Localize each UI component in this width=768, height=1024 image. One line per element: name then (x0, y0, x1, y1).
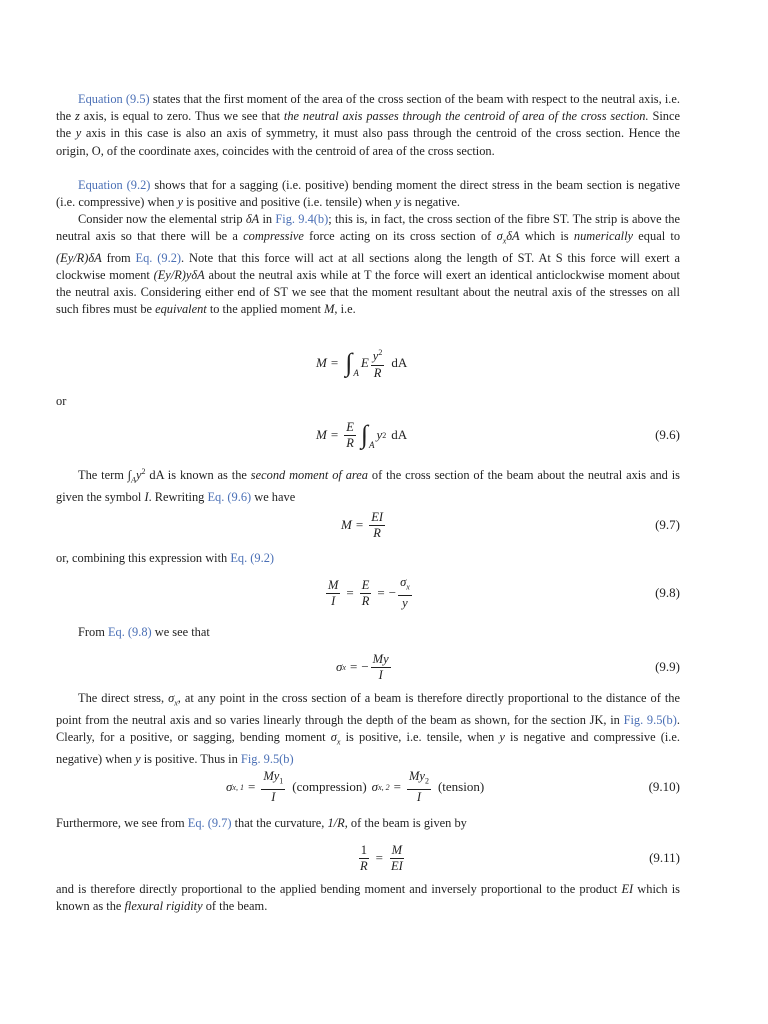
equation-moment-integral (56, 333, 680, 393)
equation-number: (9.10) (648, 779, 680, 794)
equation-link[interactable]: Eq. (9.8) (107, 625, 152, 639)
figure-link[interactable]: Fig. 9.4(b) (275, 212, 329, 226)
equation-link[interactable]: Eq. (9.2) (135, 250, 182, 265)
equation-body: σ x = − $\frac{My}{I}$ (336, 651, 389, 682)
equation-link[interactable]: Eq. (9.2) (230, 551, 275, 565)
equation-number: (9.7) (655, 517, 680, 532)
paragraph-flexural-rigidity: and is therefore directly proportional to the applied bending moment and inversely proportional to the product EI which is known as the flexural rigidity of the beam. (56, 882, 680, 914)
equation-9-10 (56, 757, 680, 817)
equation-9-7 (56, 495, 680, 555)
equation-9-6 (56, 405, 680, 465)
text-or: or (56, 394, 67, 408)
equation-body: $\frac{M}{I}$ = $\frac{E}{R}$ = − $\frac{\sigma_x}{y}$ (328, 575, 410, 610)
paragraph-sagging-moment: Equation (9.2) shows that for a sagging (i.e. positive) bending moment the direct stress in the beam section is negative (i.e. compressive) when y is positive and positive (i.e. tensile) when y is negative. (56, 178, 681, 210)
equation-link[interactable]: Eq. (9.7) (187, 816, 232, 830)
equation-number: (9.8) (655, 585, 680, 600)
equation-9-9 (56, 637, 680, 697)
equation-body: M = ∫ A E $\frac{y^2}{R}$ dA (316, 333, 407, 393)
equation-body: $\frac{1}{R}$ = $\frac{M}{EI}$ (360, 842, 403, 873)
equation-link[interactable]: Equation (9.2) (78, 178, 151, 192)
figure-link[interactable]: Fig. 9.5(b) (240, 751, 294, 766)
equation-number: (9.9) (655, 659, 680, 674)
equation-body: M = $\frac{E}{R}$ ∫ A y 2 dA (316, 419, 408, 450)
equation-body: σ x, 1 = $\frac{My_1}{I}$ (compression) σ x, 2 = $\frac{My_2}{I}$ (tension) (226, 769, 485, 804)
equation-9-8 (56, 563, 680, 623)
equation-body: M = $\frac{EI}{R}$ (341, 509, 383, 540)
equation-9-11 (56, 828, 680, 888)
equation-number: (9.6) (655, 427, 680, 442)
figure-link[interactable]: Fig. 9.5(b) (623, 712, 677, 727)
paragraph-curvature: Furthermore, we see from Eq. (9.7) that the curvature, 1/R, of the beam is given by (56, 816, 467, 830)
equation-link[interactable]: Eq. (9.6) (207, 489, 252, 504)
equation-number: (9.11) (649, 850, 680, 865)
paragraph-neutral-axis: Equation (9.5) states that the first moment of the area of the cross section of the beam with respect to the neutral axis, i.e. the z axis, is equal to zero. Thus we see that the neutral axis passes through the centroid of area of the cross section. Since the y axis in this case is also an axis of symmetry, it must also pass through the centroid of the cross section. Hence the origin, O, of the coordinate axes, coincides with the centroid of area of the cross section. (56, 92, 681, 158)
paragraph-elemental-strip: Consider now the elemental strip δA in Fig. 9.4(b); this is, in fact, the cross section of the fibre ST. The strip is above the neutral axis so that there will be a compressive force acting on its cross section of $\sigma_x\delta A$ which is numerically equal to (Ey/R)δA from Eq. (9.2). Note that this force will act at all sections along the length of ST. At S this force will exert a clockwise moment (Ey/R)yδA about the neutral axis while at T the force will exert an identical anticlockwise moment about the neutral axis. Considering either end of ST we see that the moment resultant about the neutral axis of the stresses on all such fibres must be equivalent to the applied moment M, i.e. (56, 212, 681, 317)
paragraph-second-moment: The term $\int_Ay^2$ dA is known as the second moment of area of the cross section of the beam about the neutral axis and is given the symbol I. Rewriting Eq. (9.6) we have (56, 467, 680, 504)
equation-link[interactable]: Equation (9.5) (78, 92, 150, 106)
paragraph-direct-stress: The direct stress, $\sigma_x$, at any point in the cross section of a beam is therefore directly proportional to the distance of the point from the neutral axis and so varies linearly through the depth of the beam as shown, for the section JK, in Fig. 9.5(b). Clearly, for a positive, or sagging, bending moment $\sigma_x$ is positive, i.e. tensile, when y is negative and compressive (i.e. negative) when y is positive. Thus in Fig. 9.5(b) (56, 691, 680, 766)
paragraph-combining: or, combining this expression with Eq. (9.2) (56, 551, 275, 565)
paragraph-from-eq: From Eq. (9.8) we see that (78, 625, 210, 639)
